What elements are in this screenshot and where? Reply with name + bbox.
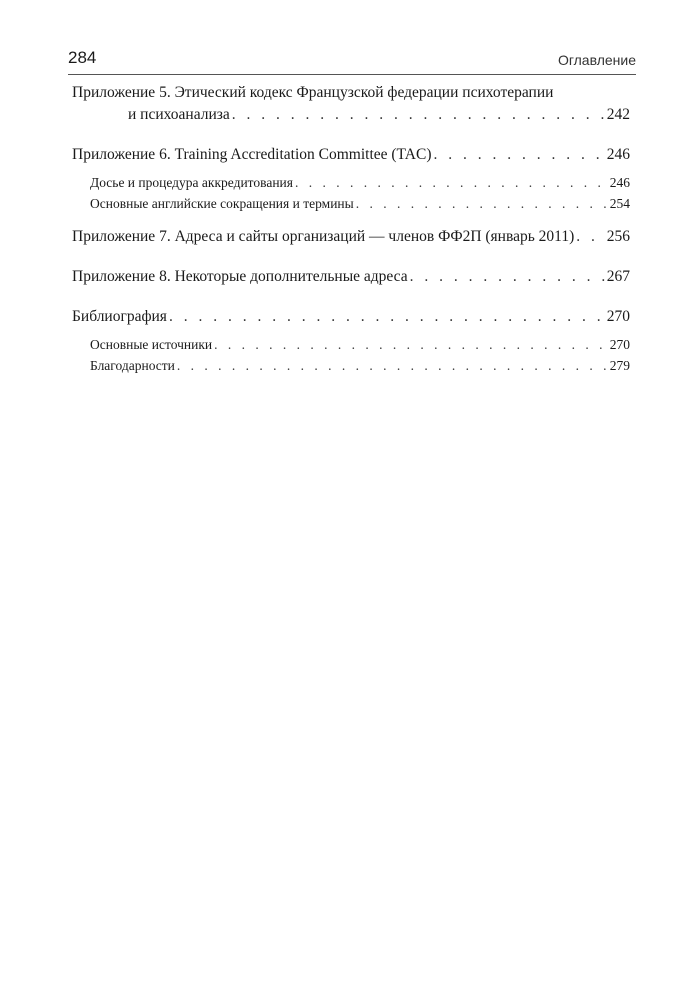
toc-page-number: 246 — [609, 175, 630, 190]
leader-dots — [356, 194, 608, 214]
toc-subentry-abbreviations[interactable] — [72, 194, 630, 214]
toc-page-number: 279 — [609, 358, 630, 373]
toc-entry-title: Библиография — [72, 308, 167, 325]
toc-subentry-title: Досье и процедура аккредитования — [90, 175, 293, 190]
leader-dots — [232, 104, 605, 126]
toc-page-number: 254 — [609, 196, 630, 211]
leader-dots — [169, 306, 605, 328]
toc-entry-title-line2: и психоанализа — [128, 106, 230, 123]
toc-page-number: 246 — [606, 146, 630, 163]
toc-entry-title-line1: Приложение 5. Этический кодекс Французской федерации психотерапии — [72, 84, 554, 101]
toc-page-number: 270 — [606, 308, 630, 325]
leader-dots — [214, 335, 608, 355]
toc-subentry-title: Основные английские сокращения и термины — [90, 196, 354, 211]
toc-subentry-sources[interactable] — [72, 335, 630, 355]
page-number: 284 — [68, 48, 97, 67]
leader-dots — [177, 356, 608, 376]
leader-dots — [576, 226, 605, 248]
leader-dots — [433, 144, 604, 166]
toc-page-number: 270 — [609, 337, 630, 352]
page-header — [68, 44, 636, 75]
toc-page-number: 256 — [606, 228, 630, 245]
running-title: Оглавление — [557, 52, 636, 68]
toc-entry-bibliography[interactable] — [72, 306, 630, 328]
leader-dots — [410, 266, 605, 288]
toc-subentry-dossier[interactable] — [72, 173, 630, 193]
leader-dots — [295, 173, 608, 193]
toc-subentry-title: Благодарности — [90, 358, 175, 373]
toc-entry-appendix-6[interactable] — [72, 144, 630, 166]
toc-entry-title: Приложение 8. Некоторые дополнительные адреса — [72, 268, 408, 285]
toc-subentry-title: Основные источники — [90, 337, 213, 352]
toc-subentry-acknowledgements[interactable] — [72, 356, 630, 376]
toc-page-number: 267 — [606, 268, 630, 285]
toc-page-number: 242 — [606, 106, 630, 123]
toc-entry-appendix-8[interactable] — [72, 266, 630, 288]
toc-entry-title: Приложение 6. Training Accreditation Committee (TAC) — [72, 146, 432, 163]
toc-entry-appendix-7[interactable] — [72, 226, 630, 248]
toc-entry-title: Приложение 7. Адреса и сайты организаций — членов ФФ2П (январь 2011) — [72, 228, 575, 245]
toc-entry-appendix-5[interactable] — [72, 82, 630, 126]
table-of-contents — [72, 82, 630, 376]
